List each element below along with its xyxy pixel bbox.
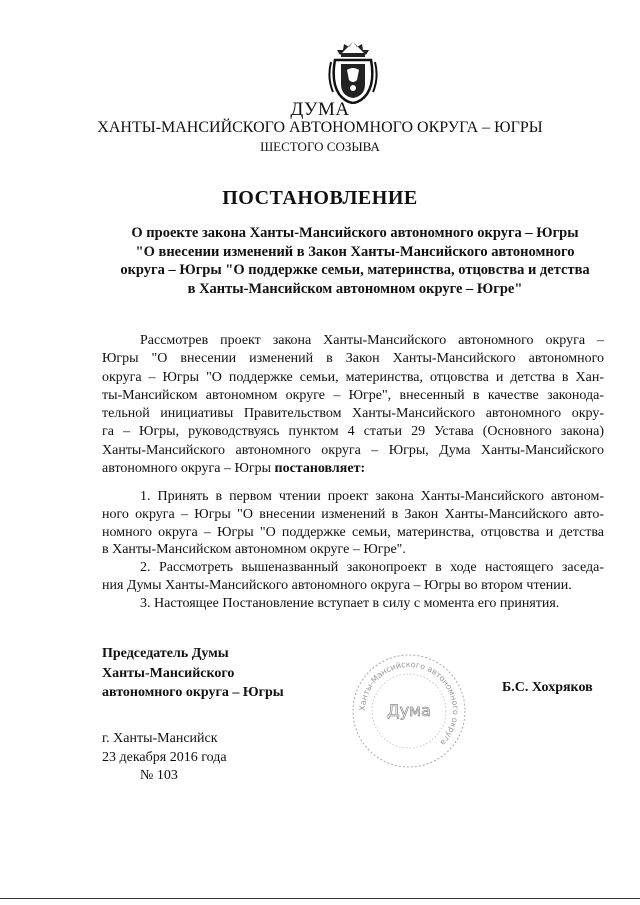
seal-center-text: Дума xyxy=(387,701,431,720)
region-name: ХАНТЫ-МАНСИЙСКОГО АВТОНОМНОГО ОКРУГА – ЮГРЫ xyxy=(97,119,543,136)
subject-line: округа – Югры "О поддержке семьи, материнства, отцовства и детства xyxy=(120,262,590,278)
convocation: ШЕСТОГО СОЗЫВА xyxy=(260,139,380,154)
preamble-paragraph xyxy=(102,332,604,478)
scan-edge-line xyxy=(0,898,640,899)
date: 23 декабря 2016 года xyxy=(102,749,227,765)
clause-line: в Ханты-Мансийском автономном округе – Югре". xyxy=(102,542,406,558)
official-seal xyxy=(350,652,468,770)
document-type: ПОСТАНОВЛЕНИЕ xyxy=(222,187,418,209)
text-line: округа – Югры "О поддержке семьи, материнства, отцовства и детства в Хан- xyxy=(102,369,604,385)
document-subject xyxy=(105,224,605,298)
text-line: Рассмотрев проект закона Ханты-Мансийского автономного округа – xyxy=(140,333,604,348)
clause-line: 3. Настоящее Постановление вступает в силу с момента его принятия. xyxy=(140,595,560,611)
subject-line: О проекте закона Ханты-Мансийского автономного округа – Югры xyxy=(131,225,579,241)
org-name: ДУМА xyxy=(290,99,350,120)
clauses xyxy=(102,488,604,613)
clause-line: 2. Рассмотреть вышеназванный законопроект в ходе настоящего заседа- xyxy=(140,560,604,576)
clause-line: ного округа – Югры "О внесении изменений в Закон Ханты-Мансийского авто- xyxy=(102,506,604,522)
signatory-position xyxy=(102,644,284,703)
text-line xyxy=(102,460,604,478)
clause-line: 1. Принять в первом чтении проект закона Ханты-Мансийского автоном- xyxy=(140,489,604,504)
text-line: тельной инициативы Правительством Ханты-Мансийского автономного окру- xyxy=(102,406,604,422)
text-line: Ханты-Мансийского автономного округа – Югры, Дума Ханты-Мансийского xyxy=(102,442,604,458)
position-line: Ханты-Мансийского xyxy=(102,665,235,681)
place-date-number xyxy=(102,730,227,786)
city: г. Ханты-Мансийск xyxy=(102,731,218,746)
signatory-name: Б.С. Хохряков xyxy=(502,680,593,695)
document-number: № 103 xyxy=(140,768,178,783)
subject-line: "О внесении изменений в Закон Ханты-Мансийского автономного xyxy=(135,243,575,260)
text-line-part: автономного округа – Югры xyxy=(102,461,275,477)
position-line: Председатель Думы xyxy=(102,646,229,661)
seal-ring-text: Ханты-Мансийского автономного округа xyxy=(357,659,461,748)
decides-word: постановляет: xyxy=(274,461,366,477)
text-line: га – Югры, руководствуясь пунктом 4 статьи 29 Устава (Основного закона) xyxy=(102,424,604,440)
clause-line: номного округа – Югры "О поддержке семьи, материнства, отцовства и детства xyxy=(102,524,604,540)
coat-of-arms-icon xyxy=(327,40,379,104)
text-line: ты-Мансийском автономном округе – Югре", внесенный в качестве законода- xyxy=(102,387,604,403)
subject-line: в Ханты-Мансийском автономном округе – Югре" xyxy=(187,280,523,297)
text-line: Югры "О внесении изменений в Закон Ханты-Мансийского автономного xyxy=(102,351,604,367)
position-line: автономного округа – Югры xyxy=(102,685,284,700)
clause-line: ния Думы Ханты-Мансийского автономного округа – Югры во втором чтении. xyxy=(102,577,572,593)
